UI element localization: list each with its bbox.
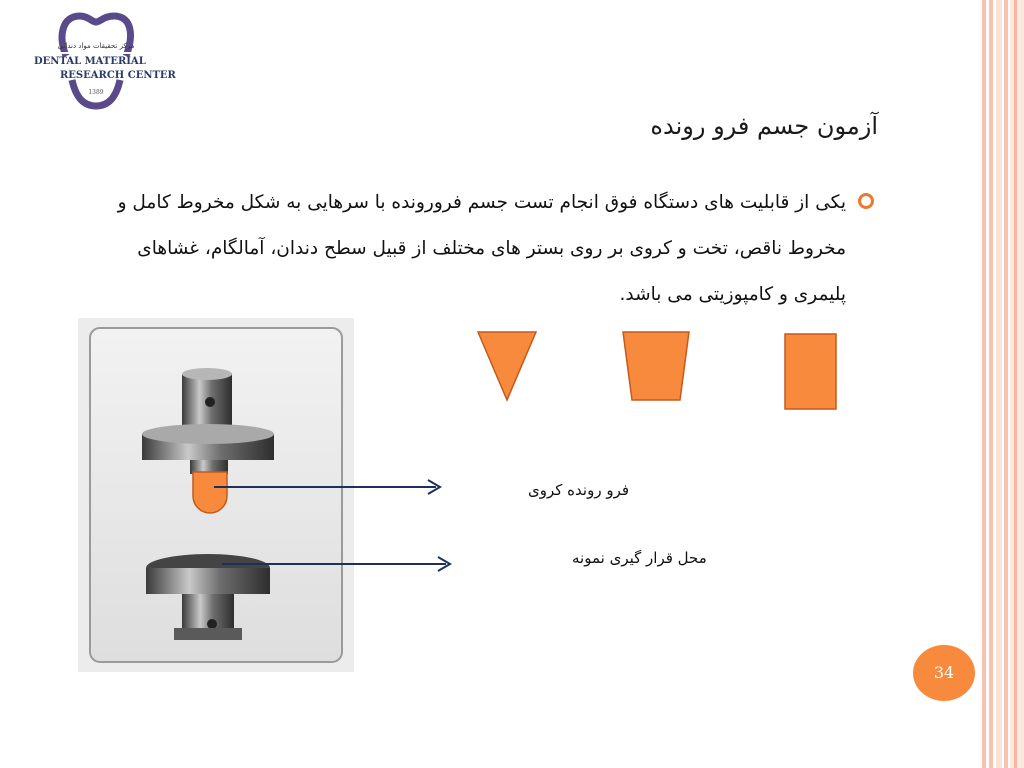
decor-stripe	[1010, 0, 1024, 768]
tooth-icon	[22, 6, 176, 110]
decor-stripe	[1004, 0, 1008, 768]
truncated-cone-indenter-icon	[623, 332, 689, 400]
arrow-indenter-icon	[214, 480, 440, 494]
arrow-specimen-icon	[222, 557, 450, 571]
bullet-circle-icon	[858, 193, 874, 209]
label-specimen-position: محل قرار گیری نمونه	[572, 549, 707, 567]
slide-title: آزمون جسم فرو رونده	[650, 112, 878, 140]
flat-indenter-icon	[785, 334, 836, 409]
logo-text-fa: مرکز تحقیقات مواد دندانی	[57, 42, 135, 50]
dental-research-center-logo	[22, 6, 176, 110]
label-spherical-indenter: فرو رونده کروی	[528, 481, 630, 499]
decor-stripe	[989, 0, 993, 768]
page-number: 34	[933, 663, 955, 682]
cone-indenter-icon	[478, 332, 536, 400]
logo-year: 1389	[88, 89, 104, 96]
bullet-text: یکی از قابلیت های دستگاه فوق انجام تست جسم فرورونده با سرهایی به شکل مخروط کامل و مخروط ناقص، تخت و کروی بر روی بستر های مختلف از قبیل سطح دندان، آمالگام، غشاهای پلیمری و کامپوزیتی می باشد.	[117, 192, 846, 305]
logo-text-line1: DENTAL MATERIAL	[34, 56, 146, 67]
decor-stripe	[1014, 0, 1017, 768]
decor-stripe	[982, 0, 986, 768]
logo-text-line2: RESEARCH CENTER	[60, 70, 176, 81]
decor-stripe	[996, 0, 1002, 768]
